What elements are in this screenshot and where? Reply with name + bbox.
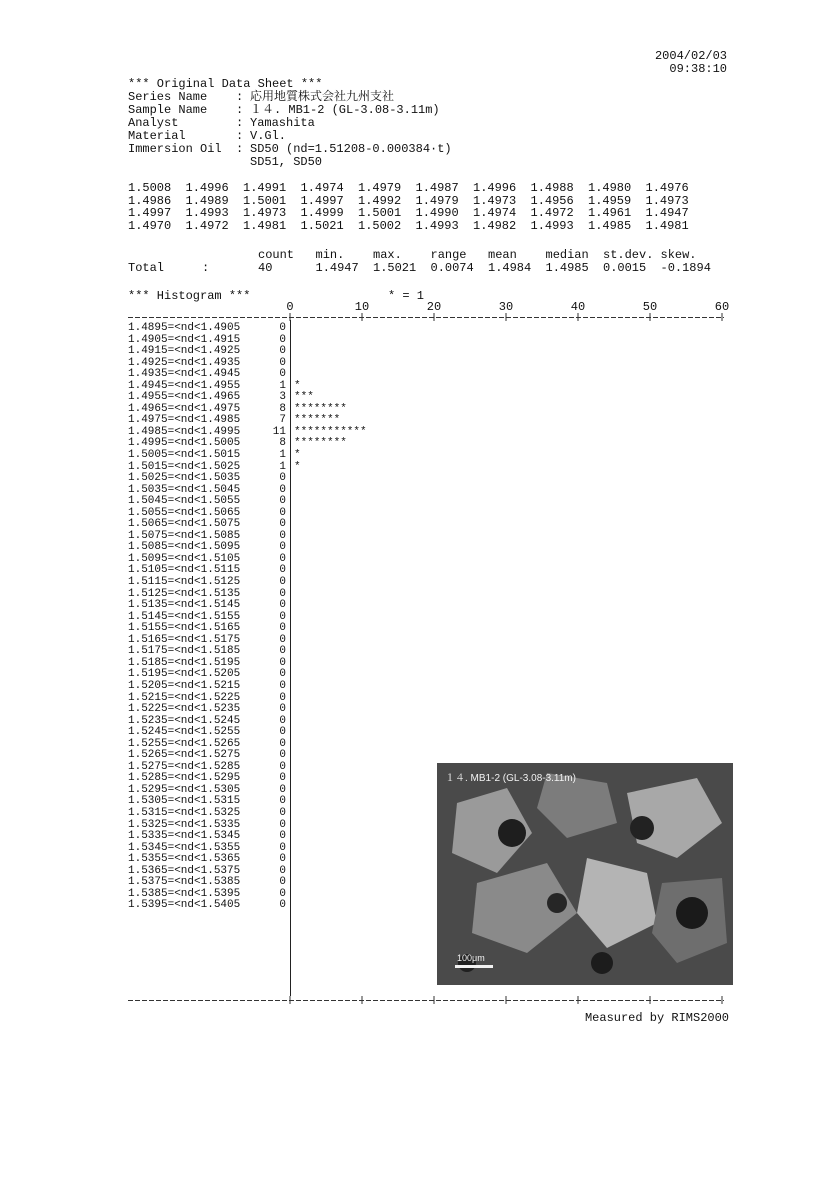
bin-range-label: 1.5165=<nd<1.5175 bbox=[128, 633, 241, 646]
bin-bar bbox=[286, 646, 294, 658]
axis-tick-label: 30 bbox=[498, 300, 514, 314]
bin-count: 0 bbox=[279, 899, 286, 912]
measurement-cell: 1.5008 bbox=[128, 181, 172, 195]
bin-bar bbox=[286, 727, 294, 739]
bin-range-label: 1.5105=<nd<1.5115 bbox=[128, 564, 241, 577]
field-separator: : bbox=[236, 142, 244, 156]
measurement-cell: 1.4979 bbox=[358, 181, 402, 195]
bin-range-label: 1.5175=<nd<1.5185 bbox=[128, 645, 241, 658]
bin-bar bbox=[286, 843, 294, 855]
bin-range-label: 1.4935=<nd<1.4945 bbox=[128, 368, 241, 381]
stats-header: median bbox=[545, 248, 589, 262]
bin-bar bbox=[286, 519, 294, 531]
bin-bar bbox=[286, 681, 294, 693]
bin-range-label: 1.4955=<nd<1.4965 bbox=[128, 391, 241, 404]
bin-count: 0 bbox=[279, 795, 286, 808]
stats-header: range bbox=[430, 248, 467, 262]
bin-bar: * bbox=[294, 379, 301, 392]
field-value: １４. MB1-2 (GL-3.08-3.11m) bbox=[250, 103, 440, 117]
bin-bar: *** bbox=[294, 391, 314, 404]
bin-count: 0 bbox=[279, 610, 286, 623]
bin-count: 0 bbox=[279, 633, 286, 646]
bin-range-label: 1.5395=<nd<1.5405 bbox=[128, 899, 241, 912]
bin-range-label: 1.5125=<nd<1.5135 bbox=[128, 587, 241, 600]
bin-count: 0 bbox=[279, 841, 286, 854]
stats-header: count bbox=[258, 248, 295, 262]
footer-note: Measured by RIMS2000 bbox=[584, 1011, 729, 1025]
bin-bar bbox=[286, 531, 294, 543]
measurement-cell: 1.4974 bbox=[300, 181, 344, 195]
measurement-table bbox=[128, 182, 703, 232]
bin-range-label: 1.5325=<nd<1.5335 bbox=[128, 818, 241, 831]
stats-header: mean bbox=[488, 248, 517, 262]
bin-count: 0 bbox=[279, 830, 286, 843]
micrograph-caption: １４. MB1-2 (GL-3.08-3.11m) bbox=[445, 773, 576, 784]
bin-count: 0 bbox=[279, 818, 286, 831]
bin-count: 0 bbox=[279, 564, 286, 577]
histogram-bin bbox=[128, 346, 367, 358]
stats-value-row bbox=[128, 262, 718, 275]
bin-bar bbox=[286, 808, 294, 820]
bin-range-label: 1.5135=<nd<1.5145 bbox=[128, 599, 241, 612]
bin-count: 0 bbox=[279, 333, 286, 346]
bin-count: 0 bbox=[279, 772, 286, 785]
bin-count: 0 bbox=[279, 529, 286, 542]
histogram-bin bbox=[128, 577, 367, 589]
measurement-cell: 1.4947 bbox=[645, 206, 689, 220]
bin-bar bbox=[286, 623, 294, 635]
bin-bar bbox=[286, 900, 294, 912]
bin-range-label: 1.5335=<nd<1.5345 bbox=[128, 830, 241, 843]
bin-count: 3 bbox=[279, 391, 286, 404]
measurement-cell: 1.4959 bbox=[588, 193, 632, 208]
bin-range-label: 1.5205=<nd<1.5215 bbox=[128, 679, 241, 692]
bin-range-label: 1.5195=<nd<1.5205 bbox=[128, 668, 241, 681]
measurement-cell: 1.4989 bbox=[185, 193, 229, 208]
bin-bar bbox=[286, 750, 294, 762]
measurement-cell: 1.4979 bbox=[415, 193, 459, 208]
bin-range-label: 1.4965=<nd<1.4975 bbox=[128, 402, 241, 415]
bin-bar bbox=[286, 693, 294, 705]
histogram-scale-note: * = 1 bbox=[388, 289, 425, 303]
measurement-cell: 1.4973 bbox=[473, 193, 517, 208]
bin-range-label: 1.5245=<nd<1.5255 bbox=[128, 726, 241, 739]
bin-bar bbox=[286, 739, 294, 751]
measurement-cell: 1.5001 bbox=[358, 206, 402, 220]
bin-range-label: 1.5185=<nd<1.5195 bbox=[128, 656, 241, 669]
bin-count: 7 bbox=[279, 414, 286, 427]
field-value: 応用地質株式会社九州支社 bbox=[250, 90, 395, 104]
bin-range-label: 1.4905=<nd<1.4915 bbox=[128, 333, 241, 346]
measurement-cell: 1.4982 bbox=[473, 218, 517, 233]
bin-range-label: 1.5045=<nd<1.5055 bbox=[128, 495, 241, 508]
bin-count: 0 bbox=[279, 714, 286, 727]
bin-range-label: 1.5275=<nd<1.5285 bbox=[128, 760, 241, 773]
bin-bar bbox=[286, 785, 294, 797]
measurement-cell: 1.4973 bbox=[645, 193, 689, 208]
stats-value: 1.4985 bbox=[545, 261, 589, 275]
bin-range-label: 1.4985=<nd<1.4995 bbox=[128, 425, 241, 438]
histogram-bin bbox=[128, 681, 367, 693]
bin-count: 0 bbox=[279, 322, 286, 334]
bin-bar bbox=[286, 508, 294, 520]
field-label: Series Name bbox=[128, 90, 208, 104]
bin-bar bbox=[286, 335, 294, 347]
bin-count: 0 bbox=[279, 668, 286, 681]
stats-value: 1.4947 bbox=[315, 261, 359, 275]
bin-range-label: 1.5085=<nd<1.5095 bbox=[128, 541, 241, 554]
measurement-cell: 1.4996 bbox=[185, 181, 229, 195]
histogram-bin bbox=[128, 369, 367, 381]
bin-count: 0 bbox=[279, 703, 286, 716]
bin-count: 0 bbox=[279, 864, 286, 877]
bin-bar bbox=[286, 554, 294, 566]
measurement-cell: 1.4997 bbox=[300, 193, 344, 208]
bin-range-label: 1.5235=<nd<1.5245 bbox=[128, 714, 241, 727]
sheet-header bbox=[128, 78, 452, 169]
stats-value: 1.5021 bbox=[373, 261, 417, 275]
bin-bar bbox=[286, 473, 294, 485]
bin-range-label: 1.5225=<nd<1.5235 bbox=[128, 703, 241, 716]
axis-tick-label: 50 bbox=[642, 300, 658, 314]
bin-count: 1 bbox=[279, 460, 286, 473]
bin-range-label: 1.4975=<nd<1.4985 bbox=[128, 414, 241, 427]
bin-bar bbox=[286, 716, 294, 728]
histogram-bin bbox=[128, 323, 367, 335]
stats-row-label: Total bbox=[128, 261, 165, 275]
bin-count: 0 bbox=[279, 599, 286, 612]
measurement-cell: 1.4997 bbox=[128, 206, 172, 220]
stats-value: 1.4984 bbox=[488, 261, 532, 275]
bin-count: 0 bbox=[279, 483, 286, 496]
bin-bar: * bbox=[294, 460, 301, 473]
measurement-row bbox=[128, 182, 703, 195]
field-separator: : bbox=[236, 129, 244, 143]
axis-tick-label: 10 bbox=[354, 300, 370, 314]
bin-count: 8 bbox=[279, 437, 286, 450]
field-list bbox=[128, 91, 452, 156]
bin-count: 1 bbox=[279, 449, 286, 462]
stats-value: 0.0074 bbox=[430, 261, 474, 275]
bin-range-label: 1.4895=<nd<1.4905 bbox=[128, 322, 241, 334]
field-label: Sample Name bbox=[128, 103, 208, 117]
stats-header: max. bbox=[373, 248, 402, 262]
bin-range-label: 1.5065=<nd<1.5075 bbox=[128, 518, 241, 531]
print-date: 2004/02/03 bbox=[654, 49, 727, 63]
bin-range-label: 1.5385=<nd<1.5395 bbox=[128, 887, 241, 900]
histogram-bin bbox=[128, 727, 367, 739]
datetime-stamp bbox=[655, 50, 727, 76]
field-label: Material bbox=[128, 129, 186, 143]
bin-range-label: 1.4925=<nd<1.4935 bbox=[128, 356, 241, 369]
bin-range-label: 1.5095=<nd<1.5105 bbox=[128, 552, 241, 565]
bin-range-label: 1.5365=<nd<1.5375 bbox=[128, 864, 241, 877]
bin-range-label: 1.5215=<nd<1.5225 bbox=[128, 691, 241, 704]
stats-header: st.dev. bbox=[603, 248, 654, 262]
stats-header: skew. bbox=[660, 248, 697, 262]
measurement-cell: 1.4992 bbox=[358, 193, 402, 208]
bin-count: 0 bbox=[279, 876, 286, 889]
measurement-cell: 1.4993 bbox=[415, 218, 459, 233]
histogram-bin bbox=[128, 450, 367, 462]
stats-value: -0.1894 bbox=[660, 261, 711, 275]
measurement-cell: 1.4993 bbox=[530, 218, 574, 233]
bin-count: 0 bbox=[279, 726, 286, 739]
field-separator: : bbox=[236, 116, 244, 130]
bin-range-label: 1.5075=<nd<1.5085 bbox=[128, 529, 241, 542]
measurement-cell: 1.4985 bbox=[588, 218, 632, 233]
bin-bar: * bbox=[294, 449, 301, 462]
bin-count: 0 bbox=[279, 887, 286, 900]
bin-range-label: 1.5355=<nd<1.5365 bbox=[128, 853, 241, 866]
bin-bar bbox=[286, 658, 294, 670]
bin-range-label: 1.5025=<nd<1.5035 bbox=[128, 472, 241, 485]
bin-range-label: 1.5035=<nd<1.5045 bbox=[128, 483, 241, 496]
histogram-bins bbox=[128, 323, 367, 912]
axis-tick-label: 60 bbox=[714, 300, 730, 314]
bin-count: 0 bbox=[279, 345, 286, 358]
histogram-bin bbox=[128, 704, 367, 716]
measurement-cell: 1.4972 bbox=[185, 218, 229, 233]
bin-range-label: 1.4915=<nd<1.4925 bbox=[128, 345, 241, 358]
bin-range-label: 1.5005=<nd<1.5015 bbox=[128, 449, 241, 462]
bin-count: 0 bbox=[279, 656, 286, 669]
measurement-cell: 1.5002 bbox=[358, 218, 402, 233]
bin-range-label: 1.5375=<nd<1.5385 bbox=[128, 876, 241, 889]
measurement-cell: 1.5021 bbox=[300, 218, 344, 233]
measurement-cell: 1.4972 bbox=[530, 206, 574, 220]
stats-value: 0.0015 bbox=[603, 261, 647, 275]
bin-count: 0 bbox=[279, 356, 286, 369]
measurement-cell: 1.4981 bbox=[243, 218, 287, 233]
bin-bar bbox=[286, 866, 294, 878]
axis-tick-label: 20 bbox=[426, 300, 442, 314]
bin-bar bbox=[286, 669, 294, 681]
bin-count: 0 bbox=[279, 737, 286, 750]
field-value: V.Gl. bbox=[250, 129, 287, 143]
bin-range-label: 1.5305=<nd<1.5315 bbox=[128, 795, 241, 808]
measurement-cell: 1.4976 bbox=[645, 181, 689, 195]
measurement-cell: 1.4981 bbox=[645, 218, 689, 233]
bin-range-label: 1.5265=<nd<1.5275 bbox=[128, 749, 241, 762]
bin-range-label: 1.5255=<nd<1.5265 bbox=[128, 737, 241, 750]
bin-count: 0 bbox=[279, 576, 286, 589]
bin-count: 0 bbox=[279, 368, 286, 381]
bin-range-label: 1.5155=<nd<1.5165 bbox=[128, 622, 241, 635]
bin-bar bbox=[286, 565, 294, 577]
bin-count: 0 bbox=[279, 495, 286, 508]
bin-count: 0 bbox=[279, 679, 286, 692]
measurement-cell: 1.4980 bbox=[588, 181, 632, 195]
bin-count: 0 bbox=[279, 691, 286, 704]
bin-bar bbox=[286, 542, 294, 554]
bin-bar bbox=[286, 358, 294, 370]
bin-count: 0 bbox=[279, 518, 286, 531]
bin-count: 0 bbox=[279, 622, 286, 635]
bin-range-label: 1.4945=<nd<1.4955 bbox=[128, 379, 241, 392]
bin-count: 0 bbox=[279, 645, 286, 658]
bin-bar bbox=[286, 877, 294, 889]
bin-count: 0 bbox=[279, 472, 286, 485]
bin-bar: ******* bbox=[294, 414, 341, 427]
stats-value: 40 bbox=[258, 261, 273, 275]
bin-range-label: 1.5115=<nd<1.5125 bbox=[128, 576, 241, 589]
measurement-cell: 1.4970 bbox=[128, 218, 172, 233]
scale-bar-label: 100μm bbox=[457, 953, 485, 963]
measurement-cell: 1.4988 bbox=[530, 181, 574, 195]
bin-range-label: 1.5145=<nd<1.5155 bbox=[128, 610, 241, 623]
micrograph-texture bbox=[437, 763, 733, 985]
bin-count: 8 bbox=[279, 402, 286, 415]
bin-count: 0 bbox=[279, 806, 286, 819]
bin-bar bbox=[286, 323, 294, 335]
measurement-cell: 1.4961 bbox=[588, 206, 632, 220]
bin-bar bbox=[286, 820, 294, 832]
bin-range-label: 1.5055=<nd<1.5065 bbox=[128, 506, 241, 519]
bin-count: 1 bbox=[279, 379, 286, 392]
field-separator: : bbox=[236, 103, 244, 117]
bin-bar bbox=[286, 485, 294, 497]
stats-colon: : bbox=[202, 261, 210, 275]
measurement-cell: 1.4999 bbox=[300, 206, 344, 220]
measurement-cell: 1.4993 bbox=[185, 206, 229, 220]
bin-count: 0 bbox=[279, 760, 286, 773]
field-label: Immersion Oil bbox=[128, 142, 222, 156]
field-value: Yamashita bbox=[250, 116, 315, 130]
glass-micrograph bbox=[437, 763, 733, 985]
measurement-cell: 1.4987 bbox=[415, 181, 459, 195]
histogram-bin bbox=[128, 600, 367, 612]
bin-bar bbox=[286, 773, 294, 785]
bin-bar bbox=[286, 762, 294, 774]
bin-bar bbox=[286, 369, 294, 381]
measurement-row bbox=[128, 207, 703, 220]
bin-bar: *********** bbox=[294, 425, 367, 438]
bin-range-label: 1.5315=<nd<1.5325 bbox=[128, 806, 241, 819]
axis-tick-label: 0 bbox=[286, 300, 294, 314]
measurement-row bbox=[128, 220, 703, 233]
measurement-cell: 1.4986 bbox=[128, 193, 172, 208]
stats-header: min. bbox=[315, 248, 345, 262]
print-time: 09:38:10 bbox=[669, 62, 727, 76]
bin-count: 0 bbox=[279, 587, 286, 600]
field-separator: : bbox=[236, 90, 244, 104]
measurement-cell: 1.4973 bbox=[243, 206, 287, 220]
histogram-bin bbox=[128, 473, 367, 485]
bin-bar bbox=[286, 496, 294, 508]
bin-bar bbox=[286, 889, 294, 901]
bin-bar bbox=[286, 589, 294, 601]
field-label: Analyst bbox=[128, 116, 179, 130]
measurement-cell: 1.4974 bbox=[473, 206, 517, 220]
scale-bar bbox=[455, 965, 493, 968]
bin-bar bbox=[286, 612, 294, 624]
bin-bar: ******** bbox=[294, 437, 347, 450]
bin-bar bbox=[286, 577, 294, 589]
bin-count: 0 bbox=[279, 783, 286, 796]
histogram-bin bbox=[128, 831, 367, 843]
axis-tick-label: 40 bbox=[570, 300, 586, 314]
measurement-cell: 1.4991 bbox=[243, 181, 287, 195]
bin-range-label: 1.5295=<nd<1.5305 bbox=[128, 783, 241, 796]
sheet-title: *** Original Data Sheet *** bbox=[128, 77, 323, 91]
bin-range-label: 1.5285=<nd<1.5295 bbox=[128, 772, 241, 785]
bin-count: 0 bbox=[279, 749, 286, 762]
bin-count: 0 bbox=[279, 506, 286, 519]
bin-bar bbox=[286, 346, 294, 358]
bin-range-label: 1.5015=<nd<1.5025 bbox=[128, 460, 241, 473]
measurement-cell: 1.4996 bbox=[473, 181, 517, 195]
measurement-cell: 1.4990 bbox=[415, 206, 459, 220]
bin-bar bbox=[286, 635, 294, 647]
bin-range-label: 1.5345=<nd<1.5355 bbox=[128, 841, 241, 854]
bin-count: 0 bbox=[279, 541, 286, 554]
bin-count: 0 bbox=[279, 552, 286, 565]
immersion-oil-continuation: SD51, SD50 bbox=[250, 155, 323, 169]
field-value: SD50 (nd=1.51208-0.000384·t) bbox=[250, 142, 452, 156]
histogram-bin bbox=[128, 808, 367, 820]
measurement-cell: 1.4956 bbox=[530, 193, 574, 208]
bin-bar: ******** bbox=[294, 402, 347, 415]
bin-count: 11 bbox=[272, 425, 286, 438]
histogram-title: *** Histogram *** bbox=[128, 289, 251, 303]
bin-bar bbox=[286, 831, 294, 843]
bin-bar bbox=[286, 796, 294, 808]
bin-range-label: 1.4995=<nd<1.5005 bbox=[128, 437, 241, 450]
histogram-bin bbox=[128, 900, 367, 912]
bin-bar bbox=[286, 854, 294, 866]
bin-bar bbox=[286, 600, 294, 612]
bin-count: 0 bbox=[279, 853, 286, 866]
histogram-bin bbox=[128, 854, 367, 866]
bin-bar bbox=[286, 704, 294, 716]
measurement-cell: 1.5001 bbox=[243, 193, 287, 208]
